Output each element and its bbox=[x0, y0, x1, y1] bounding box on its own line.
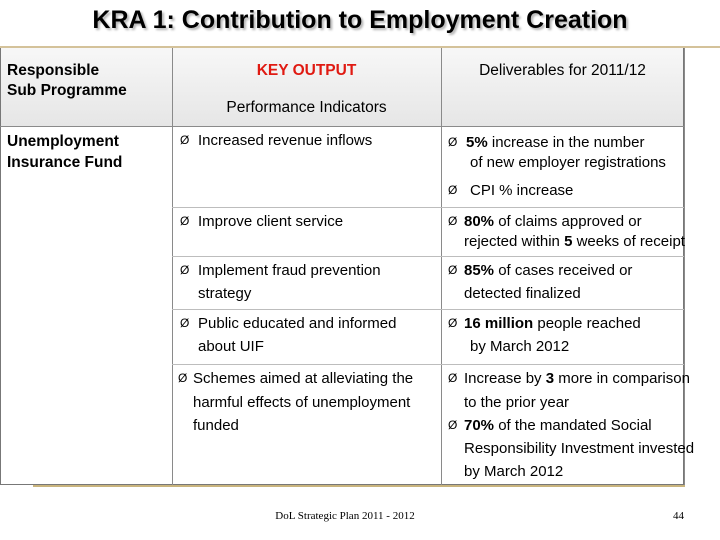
header-responsible-line1: Responsible bbox=[7, 62, 100, 79]
bullet-icon: Ø bbox=[448, 263, 458, 277]
bullet-icon: Ø bbox=[178, 371, 188, 385]
deliverable-5-1-pre: Increase by bbox=[464, 370, 546, 387]
header-divider bbox=[0, 126, 684, 127]
row-divider-3 bbox=[172, 309, 684, 310]
bullet-icon: Ø bbox=[448, 418, 458, 432]
header-deliverables: Deliverables for 2011/12 bbox=[479, 62, 646, 79]
output-row-3: Implement fraud prevention bbox=[198, 262, 381, 279]
header-indicators: Performance Indicators bbox=[226, 99, 387, 116]
deliverable-5-2-text: of the mandated Social bbox=[494, 417, 652, 434]
row-divider-4 bbox=[172, 364, 684, 365]
deliverable-5-1 bbox=[464, 367, 690, 390]
footer-document-title: DoL Strategic Plan 2011 - 2012 bbox=[275, 510, 415, 522]
output-row-5: Schemes aimed at alleviating the bbox=[193, 370, 414, 387]
deliverable-4-1 bbox=[464, 312, 641, 335]
output-row-4: Public educated and informed bbox=[198, 315, 397, 332]
deliverable-5-1-value: 3 bbox=[545, 370, 555, 387]
column-divider-3 bbox=[684, 48, 685, 485]
deliverable-1-1-line2: of new employer registrations bbox=[470, 154, 666, 171]
column-divider-2 bbox=[441, 48, 442, 485]
output-row-1: Increased revenue inflows bbox=[198, 132, 373, 149]
deliverable-3-1 bbox=[464, 259, 632, 282]
output-row-2: Improve client service bbox=[198, 213, 344, 230]
header-key-output: KEY OUTPUT bbox=[256, 62, 357, 79]
deliverable-5-1-line2: to the prior year bbox=[464, 394, 570, 411]
row-divider-1 bbox=[172, 207, 684, 208]
bullet-icon: Ø bbox=[180, 263, 190, 277]
sub-programme-line1: Unemployment bbox=[7, 133, 119, 150]
deliverable-4-1-value: 16 million bbox=[464, 315, 534, 332]
bullet-icon: Ø bbox=[448, 135, 458, 149]
footer-page-number: 44 bbox=[673, 510, 684, 522]
bullet-icon: Ø bbox=[180, 133, 190, 147]
bullet-icon: Ø bbox=[448, 214, 458, 228]
output-row-5-line2: harmful effects of unemployment bbox=[193, 394, 411, 411]
deliverable-1-2: CPI % increase bbox=[470, 182, 574, 199]
deliverable-3-1-value: 85% bbox=[464, 262, 495, 279]
deliverable-2-1-line2 bbox=[464, 230, 685, 253]
bullet-icon: Ø bbox=[180, 214, 190, 228]
deliverable-5-2-line2: Responsibility Investment invested bbox=[464, 440, 695, 457]
deliverable-2-1-line2-b: weeks of receipt bbox=[572, 233, 685, 250]
deliverable-4-1-line2: by March 2012 bbox=[470, 338, 570, 355]
deliverable-2-1-text: of claims approved or bbox=[494, 213, 642, 230]
deliverable-2-1-line2-a: rejected within bbox=[464, 233, 565, 250]
deliverable-5-2-line3: by March 2012 bbox=[464, 463, 564, 480]
deliverable-5-1-text: more in comparison bbox=[554, 370, 690, 387]
bullet-icon: Ø bbox=[448, 371, 458, 385]
deliverable-5-2 bbox=[464, 414, 652, 437]
deliverable-5-2-value: 70% bbox=[464, 417, 495, 434]
header-responsible-line2: Sub Programme bbox=[7, 82, 127, 99]
deliverable-1-1-value: 5% bbox=[466, 134, 488, 151]
deliverable-4-1-text: people reached bbox=[533, 315, 641, 332]
deliverable-3-1-line2: detected finalized bbox=[464, 285, 581, 302]
row-divider-2 bbox=[172, 256, 684, 257]
deliverable-3-1-text: of cases received or bbox=[494, 262, 633, 279]
slide-title: KRA 1: Contribution to Employment Creation bbox=[92, 6, 628, 34]
bullet-icon: Ø bbox=[180, 316, 190, 330]
deliverable-2-1-value: 80% bbox=[464, 213, 495, 230]
output-row-3-line2: strategy bbox=[198, 285, 252, 302]
bullet-icon: Ø bbox=[448, 316, 458, 330]
deliverable-1-1-text: increase in the number bbox=[487, 134, 645, 151]
bullet-icon: Ø bbox=[448, 183, 458, 197]
deliverable-2-1-line2-value: 5 bbox=[564, 233, 573, 250]
output-row-4-line2: about UIF bbox=[198, 338, 264, 355]
output-row-5-line3: funded bbox=[193, 417, 239, 434]
sub-programme-line2: Insurance Fund bbox=[7, 154, 123, 171]
bottom-rule bbox=[33, 485, 685, 487]
